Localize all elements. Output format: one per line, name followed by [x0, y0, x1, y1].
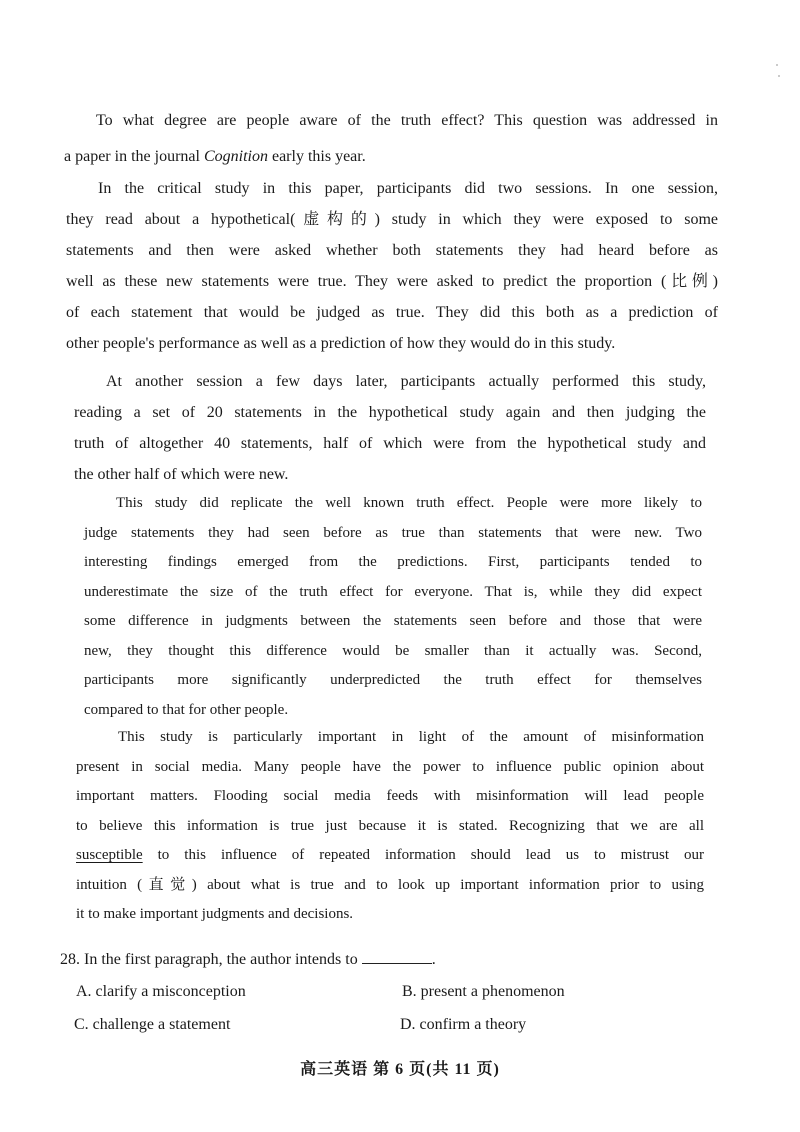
paragraph-line: some difference in judgments between the statements seen before and those that were: [84, 613, 702, 629]
paragraph-line: reading a set of 20 statements in the hypothetical study again and then judging the: [74, 404, 706, 421]
journal-name: Cognition: [203, 148, 268, 165]
paragraph-3: [74, 366, 706, 490]
paragraph-line: This study did replicate the well known truth effect. People were more likely to: [116, 495, 702, 511]
paragraph-line: other people's performance as well as a prediction of how they would do in this study.: [66, 335, 616, 352]
paragraph-text: to this influence of repeated information should lead us to mistrust our: [142, 847, 704, 863]
paragraph-text: a paper in the journal: [64, 148, 204, 165]
question-stem: [60, 944, 436, 976]
paragraph-line: interesting findings emerged from the predictions. First, participants tended to: [84, 554, 702, 570]
scan-speck: [776, 64, 778, 66]
paragraph-line: compared to that for other people.: [84, 701, 289, 718]
paragraph-1-line-2: [64, 141, 718, 172]
paragraph-5: [76, 723, 704, 930]
paragraph-line: In the critical study in this paper, participants did two sessions. In one session,: [98, 180, 718, 197]
paragraph-line: [76, 841, 704, 871]
paragraph-line: to believe this information is true just because it is stated. Recognizing that we are all: [76, 817, 704, 834]
paragraph-line: present in social media. Many people have the power to influence public opinion about: [76, 758, 704, 775]
paragraph-line: intuition (直觉) about what is true and to look up important information prior to using: [76, 876, 704, 893]
paragraph-line: it to make important judgments and decisions.: [76, 906, 354, 922]
question-text: .: [431, 951, 436, 968]
option-c[interactable]: C. challenge a statement: [74, 1016, 231, 1033]
paragraph-line: participants more significantly underpredicted the truth effect for themselves: [84, 672, 702, 688]
paragraph-text: early this year.: [267, 148, 366, 165]
paragraph-line: of each statement that would be judged as true. They did this both as a prediction of: [66, 304, 718, 321]
option-d[interactable]: D. confirm a theory: [400, 1016, 527, 1033]
option-b[interactable]: B. present a phenomenon: [402, 983, 565, 1000]
question-text: 28. In the first paragraph, the author intends to: [60, 951, 362, 968]
page-footer: 高三英语 第 6 页(共 11 页): [300, 1061, 500, 1078]
paragraph-line: the other half of which were new.: [74, 466, 289, 483]
paragraph-line: judge statements they had seen before as true than statements that were new. Two: [84, 524, 702, 541]
paragraph-line: statements and then were asked whether both statements they had heard before as: [66, 242, 718, 259]
paragraph-line: important matters. Flooding social media feeds with misinformation will lead people: [76, 788, 704, 804]
paragraph-line: truth of altogether 40 statements, half of which were from the hypothetical study and: [74, 435, 706, 452]
paragraph-line: At another session a few days later, participants actually performed this study,: [106, 373, 706, 390]
underlined-word: susceptible: [76, 847, 143, 863]
paragraph-line: To what degree are people aware of the truth effect? This question was addressed in: [96, 112, 718, 129]
paragraph-line: well as these new statements were true. They were asked to predict the proportion (比例): [66, 273, 718, 290]
paragraph-4: [84, 489, 702, 725]
option-a[interactable]: A. clarify a misconception: [76, 983, 246, 1000]
paragraph-line: underestimate the size of the truth effect for everyone. That is, while they did expect: [84, 583, 702, 600]
paragraph-line: new, they thought this difference would be smaller than it actually was. Second,: [84, 642, 702, 659]
answer-blank: [362, 949, 432, 964]
paragraph-1: [96, 105, 718, 136]
paragraph-line: they read about a hypothetical(虚构的) study in which they were exposed to some: [66, 211, 718, 228]
scan-speck: [778, 75, 780, 77]
paragraph-line: This study is particularly important in light of the amount of misinformation: [118, 729, 704, 745]
paragraph-2: [66, 173, 718, 359]
